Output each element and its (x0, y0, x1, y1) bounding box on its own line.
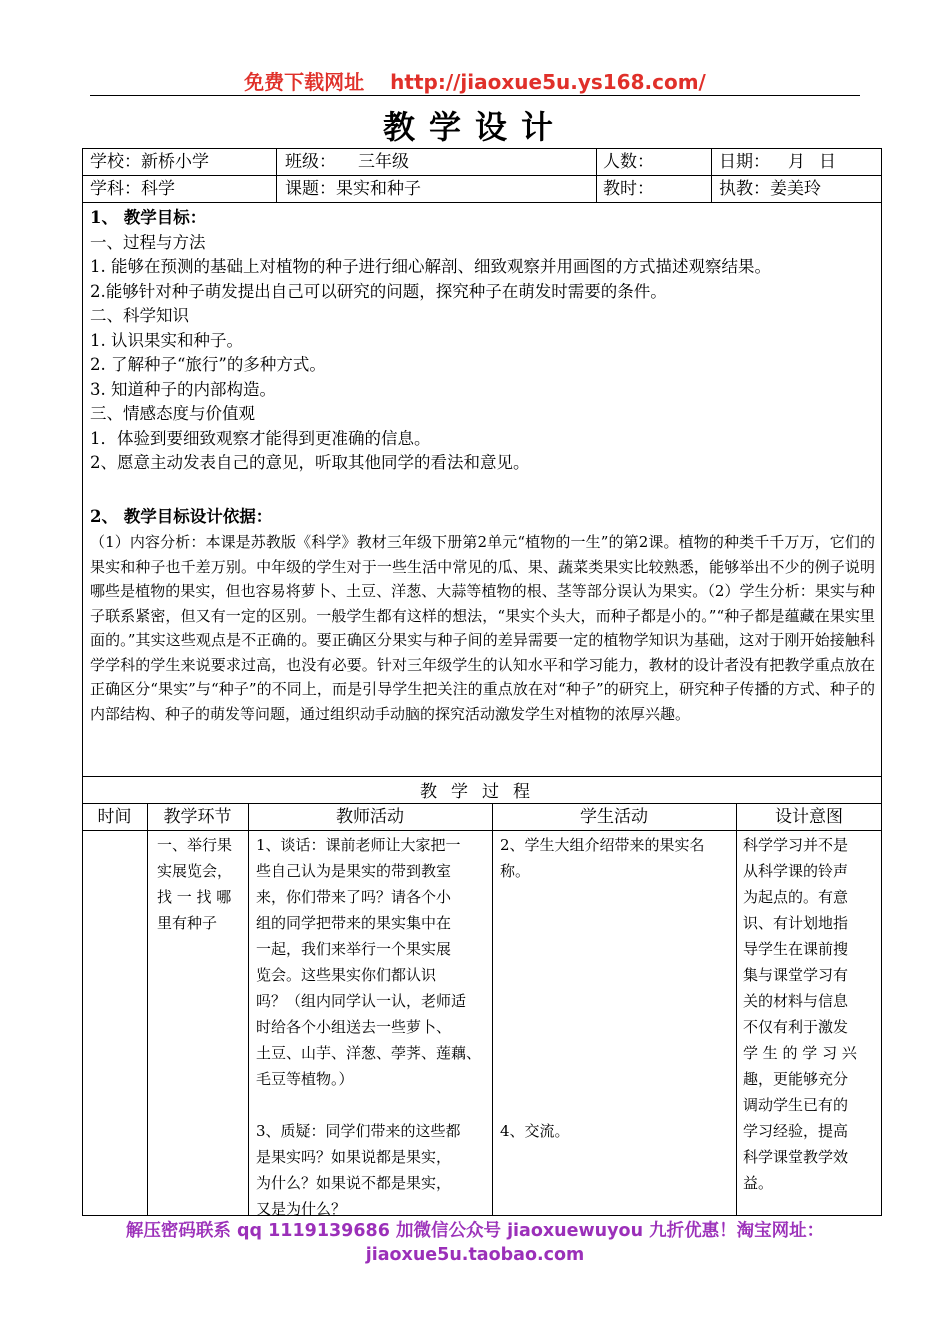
intent-line: 趣，更能够充分 (743, 1070, 849, 1088)
objective-line: 三、情感态度与价值观 (90, 404, 255, 423)
intent-line: 不仅有利于激发 (743, 1018, 849, 1036)
row-divider (82, 830, 882, 831)
objective-line: 2、愿意主动发表自己的意见，听取其他同学的看法和意见。 (90, 453, 530, 472)
class-label: 班级： (285, 152, 336, 172)
teacher-line: 组的同学把带来的果实集中在 (256, 914, 452, 932)
objective-line: 3. 知道种子的内部构造。 (90, 379, 276, 399)
date-cell (719, 149, 836, 175)
students-cell: 人数： (603, 152, 654, 172)
basis-heading-text: 2、 教学目标设计依据： (90, 507, 273, 526)
intent-line: 益。 (743, 1174, 774, 1192)
objective-line: 1．体验到要细致观察才能得到更准确的信息。 (90, 428, 431, 448)
header-url-link[interactable]: http://jiaoxue5u.ys168.com/ (390, 70, 706, 94)
stage-line: 实展览会， (157, 862, 233, 880)
teacher-line: 些自己认为是果实的带到教室 (256, 862, 452, 880)
teacher-cell: 执教：姜美玲 (719, 179, 821, 199)
col-divider (736, 803, 737, 1216)
process-title: 教学过程 (420, 782, 544, 802)
topic-cell: 课题：果实和种子 (285, 179, 421, 199)
header-teacher: 教师活动 (336, 807, 404, 827)
intent-line: 为起点的。有意 (743, 888, 849, 906)
school-cell: 学校：新桥小学 (90, 152, 209, 172)
student-line (500, 988, 730, 1014)
intent-line: 学 生 的 学 习 兴 (743, 1044, 857, 1062)
intent-line: 调动学生已有的 (743, 1096, 849, 1114)
teacher-line: 又是为什么？ (256, 1200, 347, 1218)
date-label: 日期： (719, 152, 770, 172)
intent-column (743, 832, 875, 1196)
hours-cell: 教时： (603, 179, 654, 199)
class-value: 三年级 (358, 152, 409, 172)
objective-line: 一、过程与方法 (90, 232, 206, 252)
student-line (500, 1040, 730, 1066)
teacher-column (256, 832, 486, 1222)
footer-shop-link[interactable]: jiaoxue5u.taobao.com (365, 1245, 585, 1265)
teacher-line: 来，你们带来了吗？请各个小 (256, 888, 452, 906)
subject-cell: 学科：科学 (90, 179, 175, 199)
teacher-line: 一起，我们来举行一个果实展 (256, 940, 452, 958)
intent-line: 从科学课的铃声 (743, 862, 849, 880)
header-stage: 教学环节 (163, 807, 232, 827)
teacher-line (256, 1092, 486, 1118)
footer-contact-line: 解压密码联系 qq 1119139686 加微信公众号 jiaoxuewuyou 九折优惠！淘宝网址： (125, 1221, 825, 1241)
header-label: 免费下载网址 (244, 70, 365, 94)
student-line (500, 1092, 730, 1118)
row-divider (82, 202, 882, 203)
class-cell (285, 149, 409, 175)
download-header[interactable] (0, 66, 950, 95)
basis-heading (90, 505, 875, 530)
intent-line: 导学生在课前搜 (743, 940, 849, 958)
objective-line: 2.能够针对种子萌发提出自己可以研究的问题，探究种子在萌发时需要的条件。 (90, 281, 667, 301)
objective-line: 1. 认识果实和种子。 (90, 330, 243, 350)
intent-line: 学习经验，提高 (743, 1122, 849, 1140)
student-column (500, 832, 730, 1144)
col-divider (248, 803, 249, 1216)
intent-line: 科学学习并不是 (743, 836, 849, 854)
teacher-line: 3、质疑：同学们带来的这些都 (256, 1122, 461, 1140)
col-divider (492, 803, 493, 1216)
student-line (500, 936, 730, 962)
teacher-line: 览会。这些果实你们都认识 (256, 966, 437, 984)
student-line: 称。 (500, 862, 531, 880)
stage-line: 一、举行果 (157, 836, 233, 854)
student-line (500, 1066, 730, 1092)
teacher-line: 吗？（组内同学认一认，老师适 (256, 992, 467, 1010)
student-line (500, 884, 730, 910)
intent-line: 集与课堂学习有 (743, 966, 849, 984)
date-day: 日 (819, 152, 836, 172)
objectives-section (90, 206, 875, 476)
student-line: 2、学生大组介绍带来的果实名 (500, 836, 705, 854)
student-line (500, 1014, 730, 1040)
teacher-line: 是果实吗？如果说都是果实， (256, 1148, 452, 1166)
col-divider (596, 148, 597, 202)
header-student: 学生活动 (580, 807, 648, 827)
header-divider (90, 95, 860, 96)
teacher-line: 为什么？如果说不都是果实， (256, 1174, 452, 1192)
intent-line: 科学课堂教学效 (743, 1148, 849, 1166)
col-divider (711, 148, 712, 202)
row-divider (82, 776, 882, 777)
objective-line: 2. 了解种子“旅行”的多种方式。 (90, 355, 326, 374)
teacher-line: 1、谈话：课前老师让大家把一 (256, 836, 461, 854)
page-title: 教学设计 (382, 108, 567, 146)
teacher-line: 土豆、山芋、洋葱、荸荠、莲藕、 (256, 1044, 482, 1062)
col-divider (147, 803, 148, 1216)
student-line (500, 962, 730, 988)
intent-line: 识、有计划地指 (743, 914, 849, 932)
objectives-heading: 1、 教学目标： (90, 208, 207, 227)
header-intent: 设计意图 (775, 807, 843, 827)
stage-line: 里有种子 (157, 914, 218, 932)
header-time: 时间 (97, 807, 132, 827)
basis-paragraph: （1）内容分析：本课是苏教版《科学》教材三年级下册第2单元“植物的一生”的第2课。植物的种类千千万万，它们的果实和种子也千差万别。中年级的学生对于一些生活中常见的瓜、果、蔬菜类果实比较熟悉，能够举出不少的例子说明哪些是植物的果实，但也容易将萝卜、土豆、洋葱、大蒜等植物的根、茎等部分误认为果实。（2）学生分析：果实与种子联系紧密，但又有一定的区别。一般学生都有这样的想法，“果实个头大，而种子都是小的。”“种子都是蕴藏在果实里面的。”其实这些观点是不正确的。要正确区分果实与种子间的差异需要一定的植物学知识为基础，这对于刚开始接触科学学科的学生来说要求过高，也没有必要。针对三年级学生的认知水平和学习能力，教材的设计者没有把教学重点放在正确区分“果实”与“种子”的不同上，而是引导学生把关注的重点放在对“种子”的研究上，研究种子传播的方式、种子的内部结构、种子的萌发等问题，通过组织动手动脑的探究活动激发学生对植物的浓厚兴趣。 (90, 533, 875, 723)
stage-line: 找 一 找 哪 (157, 888, 232, 906)
student-line: 4、交流。 (500, 1122, 570, 1140)
objective-line: 1. 能够在预测的基础上对植物的种子进行细心解剖、细致观察并用画图的方式描述观察结果。 (90, 257, 771, 276)
intent-line: 关的材料与信息 (743, 992, 849, 1010)
teacher-line: 时给各个小组送去一些萝卜、 (256, 1018, 452, 1036)
student-line (500, 910, 730, 936)
stage-column (157, 832, 241, 936)
date-month: 月 (788, 152, 805, 172)
col-divider (276, 148, 277, 202)
objective-line: 二、科学知识 (90, 306, 189, 325)
teacher-line: 毛豆等植物。） (256, 1070, 354, 1088)
